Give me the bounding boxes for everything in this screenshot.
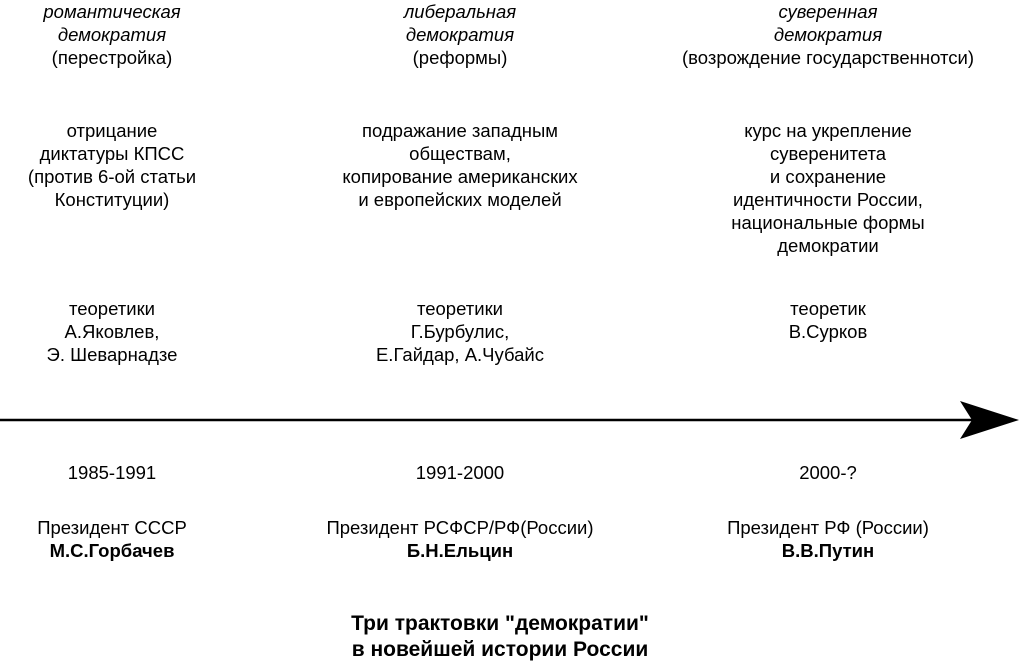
years-label: 2000-? <box>799 462 857 483</box>
period-heading <box>648 0 1008 69</box>
years-label: 1991-2000 <box>415 462 505 483</box>
diagram-caption <box>250 611 750 663</box>
description-line: обществам, <box>409 143 511 164</box>
president-name: М.С.Горбачев <box>49 540 175 561</box>
description-line: Конституции) <box>54 189 170 210</box>
president <box>305 516 615 562</box>
period-subtitle: (возрождение государственнотси) <box>682 47 974 68</box>
president-title: Президент РФ (России) <box>727 517 929 538</box>
description-line: суверенитета <box>769 143 887 164</box>
theorists-line: Г.Бурбулис, <box>410 321 510 342</box>
caption-line: в новейшей истории России <box>351 638 649 661</box>
president-name: Б.Н.Ельцин <box>406 540 514 561</box>
theorists-line: теоретик <box>790 298 866 319</box>
period-label-line: либеральная <box>403 1 517 22</box>
president-title: Президент СССР <box>37 517 187 538</box>
period-label-line: романтическая <box>43 1 181 22</box>
period-label-line: демократия <box>57 24 167 45</box>
period-column-romantic <box>0 0 224 600</box>
years-label: 1985-1991 <box>67 462 157 483</box>
period-description <box>0 119 224 211</box>
theorists-line: Е.Гайдар, А.Чубайс <box>375 344 545 365</box>
description-line: (против 6-ой статьи <box>27 166 197 187</box>
description-line: и сохранение <box>769 166 887 187</box>
theorists <box>0 297 224 366</box>
description-line: национальные формы <box>731 212 925 233</box>
theorists-line: Э. Шеварнадзе <box>46 344 178 365</box>
period-description <box>648 119 1008 257</box>
theorists <box>305 297 615 366</box>
description-line: копирование американских <box>342 166 578 187</box>
theorists-line: В.Сурков <box>788 321 868 342</box>
theorists-line: А.Яковлев, <box>64 321 160 342</box>
timeline-arrow-icon <box>0 392 1021 448</box>
period-years <box>305 461 615 484</box>
theorists <box>648 297 1008 343</box>
period-column-sovereign <box>648 0 1008 600</box>
description-line: идентичности России, <box>733 189 923 210</box>
president <box>0 516 224 562</box>
president <box>648 516 1008 562</box>
caption-line: Три трактовки "демократии" <box>351 612 649 635</box>
description-line: отрицание <box>66 120 158 141</box>
period-label-line: демократия <box>405 24 515 45</box>
description-line: курс на укрепление <box>744 120 912 141</box>
description-line: подражание западным <box>361 120 559 141</box>
period-label-line: суверенная <box>778 1 878 22</box>
description-line: диктатуры КПСС <box>39 143 185 164</box>
president-title: Президент РСФСР/РФ(России) <box>326 517 594 538</box>
period-label-line: демократия <box>773 24 883 45</box>
theorists-line: теоретики <box>68 298 156 319</box>
period-column-liberal <box>305 0 615 600</box>
period-heading <box>0 0 224 69</box>
description-line: демократии <box>777 235 879 256</box>
period-subtitle: (реформы) <box>412 47 508 68</box>
period-years <box>648 461 1008 484</box>
period-subtitle: (перестройка) <box>51 47 173 68</box>
period-years <box>0 461 224 484</box>
theorists-line: теоретики <box>416 298 504 319</box>
president-name: В.В.Путин <box>781 540 875 561</box>
period-description <box>305 119 615 211</box>
period-heading <box>305 0 615 69</box>
description-line: и европейских моделей <box>358 189 562 210</box>
